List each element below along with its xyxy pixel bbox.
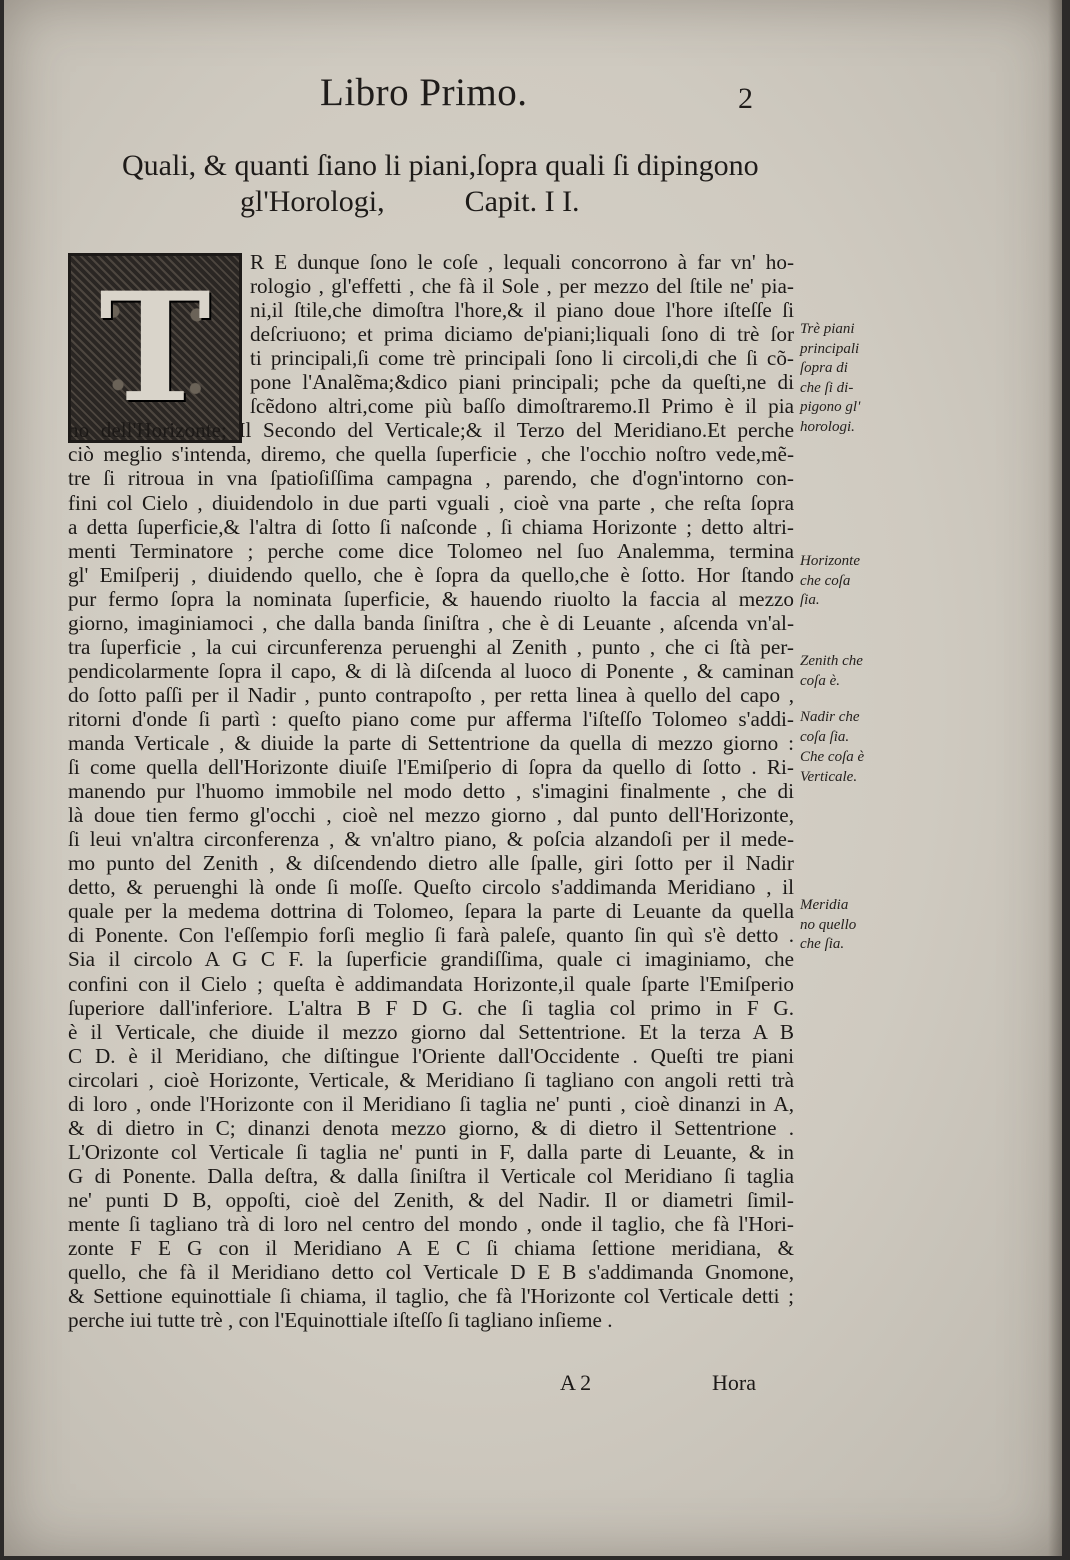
marginal-note-line: Zenith che: [800, 653, 863, 669]
body-line: tra ſuperficie , la cui circunferenza peruenghi al Zenith , punto , che ci ſtà per-: [68, 634, 794, 659]
body-line: quale per la medema dottrina di Tolomeo, ſepara la parte di Leuante da quella: [68, 899, 794, 924]
marginal-note: [800, 552, 884, 611]
chapter-heading-subject: gl'Horologi,: [240, 185, 385, 218]
marginal-note-line: Nadir che: [800, 709, 860, 725]
decorated-initial: [68, 253, 242, 443]
chapter-heading-line-2: [122, 184, 772, 220]
body-line: manda Verticale , & diuide la parte di Settentrione da quella di mezzo giorno :: [68, 731, 794, 755]
marginal-note-line: Meridia: [800, 897, 849, 913]
marginal-note-line: Horizonte: [800, 553, 860, 569]
body-line: ti principali,ſi come trè principali ſono li circoli,di che ſi cõ-: [250, 346, 794, 371]
marginal-note: [800, 652, 884, 691]
body-line: menti Terminatore ; perche come dice Tolomeo nel ſuo Analemma, termina: [68, 538, 794, 563]
body-line: giorno, imaginiamoci , che dalla banda ſiniſtra , che è di Leuante , aſcenda vn'al-: [68, 610, 794, 635]
page-header: [4, 70, 1062, 130]
body-line: perche iui tutte trè , con l'Equinottiale iſteſſo ſi tagliano inſieme .: [68, 1308, 613, 1333]
marginal-note-line: ſia.: [800, 592, 820, 608]
body-line: ne' punti D B, oppoſti, cioè del Zenith, & del Nadir. Il or diametri ſimil-: [68, 1187, 794, 1212]
body-line: fini col Cielo , diuidendolo in due parti vguali , cioè vna parte , che reſta ſopra: [68, 490, 794, 515]
body-line: ſcẽdono altri,come più baſſo dimoſtraremo.Il Primo è il pia: [250, 394, 794, 419]
marginal-note-line: Verticale.: [800, 768, 858, 785]
body-line: detto, & peruenghi là onde ſi moſſe. Queſto circolo s'addimanda Meridiano , il: [68, 875, 794, 900]
body-line: & Settione equinottiale ſi chiama, il taglio, che fà l'Horizonte col Verticale detti ;: [68, 1284, 794, 1309]
body-line: G di Ponente. Dalla deſtra, & dalla ſiniſtra il Verticale col Meridiano ſi taglia: [68, 1163, 794, 1188]
marginal-note: [800, 896, 884, 955]
body-line: C D. è il Meridiano, che diſtingue l'Oriente dall'Occidente . Queſti tre piani: [68, 1043, 794, 1068]
decorated-initial-letter: T: [99, 260, 211, 436]
body-line: a detta ſuperficie,& l'altra di ſotto ſi naſconde , ſi chiama Horizonte ; detto altri-: [68, 514, 794, 539]
body-line: è il Verticale, che diuide il mezzo giorno dal Settentrione. Et la terza A B: [68, 1019, 794, 1044]
body-line: zonte F E G con il Meridiano A E C ſi chiama ſettione meridiana, &: [68, 1236, 794, 1261]
body-line: tre ſi ritroua in vna ſpatioſiſſima campagna , parendo, che d'ogn'intorno con-: [68, 466, 794, 491]
body-line: ſuperiore dall'inferiore. L'altra B F D G. che ſi taglia col primo in F G.: [68, 995, 794, 1020]
body-line: quello, che fà il Meridiano detto col Verticale D E B s'addimanda Gnomone,: [68, 1260, 794, 1285]
body-line: pone l'Analẽma;&dico piani principali; pche da queſti,ne di: [250, 370, 794, 395]
marginal-note-line: che ſia.: [800, 936, 845, 952]
marginal-note-line: Trè piani: [800, 321, 855, 337]
body-line: do ſotto paſſi per il Nadir , punto contrapoſto , per retta linea à quello del capo ,: [68, 682, 794, 707]
chapter-heading: [122, 148, 772, 220]
body-line: & di dietro in C; dinanzi denota mezzo giorno, & di dietro il Settentrione .: [68, 1115, 794, 1140]
book-page: [4, 0, 1062, 1556]
marginal-note-line: coſa è.: [800, 672, 840, 689]
marginal-note-line: horologi.: [800, 418, 855, 435]
body-line: ſi leui vn'altra circonferenza , & vn'altro piano, & poſcia alzandoſi per il mede-: [68, 827, 794, 852]
body-line: R E dunque ſono le coſe , lequali concorrono à far vn' ho-: [250, 250, 794, 274]
marginal-note: [800, 320, 884, 437]
body-line: di Ponente. Con l'eſſempio forſi meglio ſi farà paleſe, quanto ſin quì s'è detto .: [68, 923, 794, 948]
marginal-note-line: Che coſa è: [800, 749, 865, 765]
body-line: manendo pur l'huomo immobile nel modo detto , s'imagini finalmente , che di: [68, 779, 794, 804]
body-line: ciò meglio s'intenda, diremo, che quella ſuperficie , che l'occhio noſtro vede,mẽ-: [68, 442, 794, 467]
body-line: pendicolarmente ſopra il capo, & di là diſcenda al luoco di Ponente , & caminan: [68, 658, 794, 683]
running-title: Libro Primo.: [320, 71, 528, 114]
marginal-note-line: che ſi di-: [800, 379, 854, 396]
marginal-note-line: coſa ſia.: [800, 728, 850, 745]
body-line: gl' Emiſperij , diuidendo quello, che è ſopra da quello,che è ſotto. Hor ſtando: [68, 562, 794, 587]
body-line: L'Orizonte col Verticale ſi taglia ne' punti in F, dalla parte di Leuante, & in: [68, 1139, 794, 1164]
body-line: Sia il circolo A G C F. la ſuperficie grandiſſima, quale ci imaginiamo, che: [68, 947, 794, 972]
body-line: no dell'Horizonte; Il Secondo del Verticale;& il Terzo del Meridiano.Et perche: [68, 418, 794, 443]
body-line: mo punto del Zenith , & diſcendendo dietro alle ſpalle, giri ſotto per il Nadir: [68, 851, 794, 876]
marginal-note: [800, 748, 884, 787]
marginal-note-line: pigono gl': [800, 399, 861, 415]
body-line: là doue tien fermo gl'occhi , cioè nel mezzo giorno , dal punto dell'Horizonte,: [68, 803, 794, 828]
marginal-note-line: che coſa: [800, 572, 851, 589]
body-line: di loro , onde l'Horizonte con il Meridiano ſi taglia ne' punti , cioè dinanzi in A,: [68, 1091, 794, 1116]
marginal-note-line: no quello: [800, 916, 857, 933]
chapter-number: Capit. I I.: [464, 185, 580, 218]
body-line: circolari , cioè Horizonte, Verticale, & Meridiano ſi tagliano con angoli retti trà: [68, 1067, 794, 1092]
marginal-note-line: principali: [800, 340, 860, 357]
body-line: ritorni d'onde ſi partì : queſto piano come pur afferma l'iſteſſo Tolomeo s'addi-: [68, 706, 794, 731]
body-line: ſi come quella dell'Horizonte diuiſe l'Emiſperio di ſopra da quello di ſotto . Ri-: [68, 755, 794, 780]
chapter-heading-line-1: Quali, & quanti ſiano li piani,ſopra quali ſi dipingono: [122, 149, 759, 182]
body-line: confini con il Cielo ; queſta è addimandata Horizonte,il quale ſparte l'Emiſperio: [68, 971, 794, 996]
page-number: 2: [738, 82, 753, 115]
body-line: ni,il ſtile,che dimoſtra l'hore,& il piano doue l'hore iſteſſe ſi: [250, 298, 794, 323]
body-line: deſcriuono; et prima diciamo de'piani;liquali ſono di trè ſor: [250, 322, 794, 347]
marginal-note: [800, 708, 884, 747]
body-line: pur fermo ſopra la nominata ſuperficie, & hauendo riuolto la faccia al mezzo: [68, 586, 794, 611]
body-line: mente ſi tagliano trà di loro nel centro del mondo , onde il taglio, che fà l'Hori-: [68, 1212, 794, 1236]
signature-mark: A 2: [560, 1370, 592, 1395]
catchword: Hora: [712, 1370, 756, 1395]
marginal-note-line: ſopra di: [800, 360, 848, 376]
body-line: rologio , gl'effetti , che fà il Sole , per mezzo del ſtile ne' pia-: [250, 274, 794, 299]
